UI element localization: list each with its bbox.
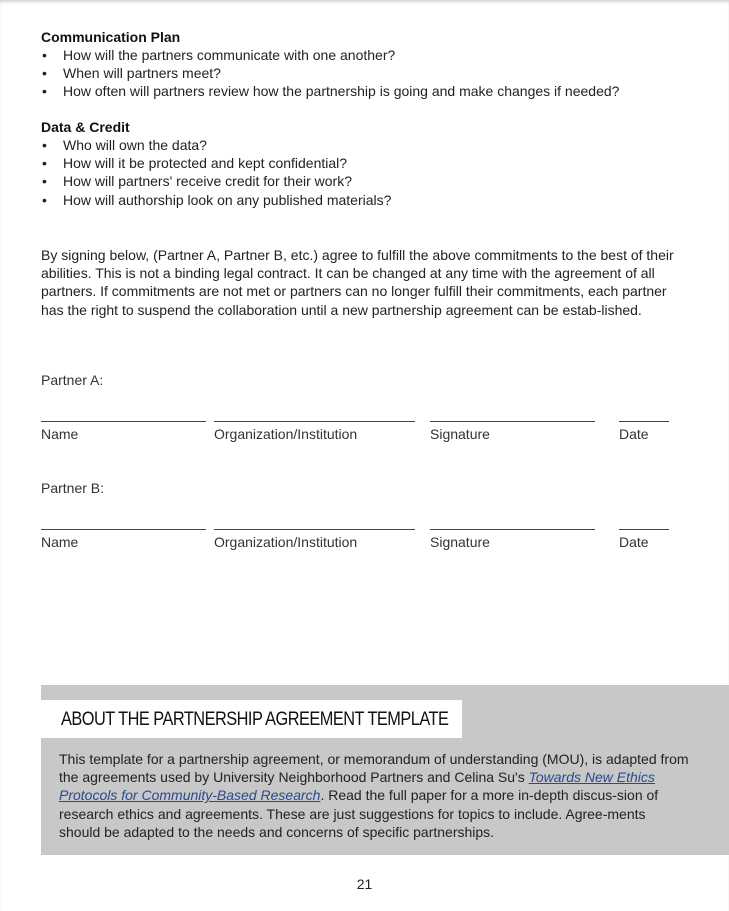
partner-b-organization-line[interactable] <box>214 529 415 530</box>
list-item: • How will authorship look on any published materials? <box>42 191 392 208</box>
partner-a-organization-label: Organization/Institution <box>214 426 358 442</box>
agreement-paragraph: By signing below, (Partner A, Partner B, etc.) agree to fulfill the above commitments to the best of their abilities. This is not a binding legal contract. It can be changed at any time with the agreement of all partners. If commitments are not met or partners can no longer fulfill their commitments, each partner has the right to suspend the collaboration until a new partnership agreement can be estab-lished. <box>41 247 674 318</box>
bullet-icon: • <box>42 173 47 190</box>
communication-plan-list <box>41 46 691 101</box>
list-item: • How will it be protected and kept confidential? <box>42 155 348 172</box>
bullet-icon: • <box>42 155 47 172</box>
bullet-icon: • <box>42 137 47 153</box>
partner-b-name-line[interactable] <box>41 529 206 530</box>
partner-b-signature-line[interactable] <box>430 529 595 530</box>
partner-b-date-label: Date <box>619 534 649 550</box>
partner-a-signature-label: Signature <box>430 426 490 442</box>
partner-b-organization-label: Organization/Institution <box>214 534 358 550</box>
list-item: • How often will partners review how the partnership is going and make changes if needed? <box>42 83 620 100</box>
bullet-icon: • <box>42 191 47 208</box>
partner-b-signature-label: Signature <box>430 534 490 550</box>
partner-b-name-label: Name <box>41 534 79 550</box>
list-item: • How will partners' receive credit for their work? <box>42 173 352 190</box>
about-text-intro: This template for a partnership agreement, or memorandum of understanding (MOU), is adapted from the agreements used by University Neighborhood Partners and Celina Su's <box>59 751 689 786</box>
data-credit-list <box>41 136 691 209</box>
partner-b-label: Partner B: <box>41 480 105 496</box>
data-credit-heading: Data & Credit <box>41 119 130 135</box>
bullet-icon: • <box>42 83 47 100</box>
about-title: ABOUT THE PARTNERSHIP AGREEMENT TEMPLATE <box>61 709 449 730</box>
partner-a-date-label: Date <box>619 426 649 442</box>
partner-a-organization-line[interactable] <box>214 421 415 422</box>
list-item: • How will the partners communicate with one another? <box>42 47 396 63</box>
bullet-icon: • <box>42 65 47 82</box>
about-text <box>59 750 689 841</box>
paper-link[interactable]: Towards New Ethics Protocols for Community-Based Research <box>59 769 655 804</box>
about-text-rest: . Read the full paper for a more in-depth discus-sion of research ethics and agreements. These are just suggestions for topics to include. Agree-ments should be adapted to the needs and concerns of specific partnerships. <box>59 787 659 840</box>
communication-plan-section <box>41 28 691 101</box>
bullet-icon: • <box>42 47 47 63</box>
about-title-banner <box>41 700 462 738</box>
partner-a-name-line[interactable] <box>41 421 206 422</box>
partner-a-date-line[interactable] <box>619 421 669 422</box>
partner-a-signature-line[interactable] <box>430 421 595 422</box>
page-number: 21 <box>356 876 373 892</box>
partner-a-label: Partner A: <box>41 372 104 388</box>
communication-plan-heading: Communication Plan <box>41 29 181 45</box>
data-credit-section <box>41 118 691 209</box>
list-item: • Who will own the data? <box>42 137 207 153</box>
partner-b-date-line[interactable] <box>619 529 669 530</box>
about-template-box <box>41 685 729 855</box>
list-item: • When will partners meet? <box>42 65 221 82</box>
partner-a-name-label: Name <box>41 426 79 442</box>
